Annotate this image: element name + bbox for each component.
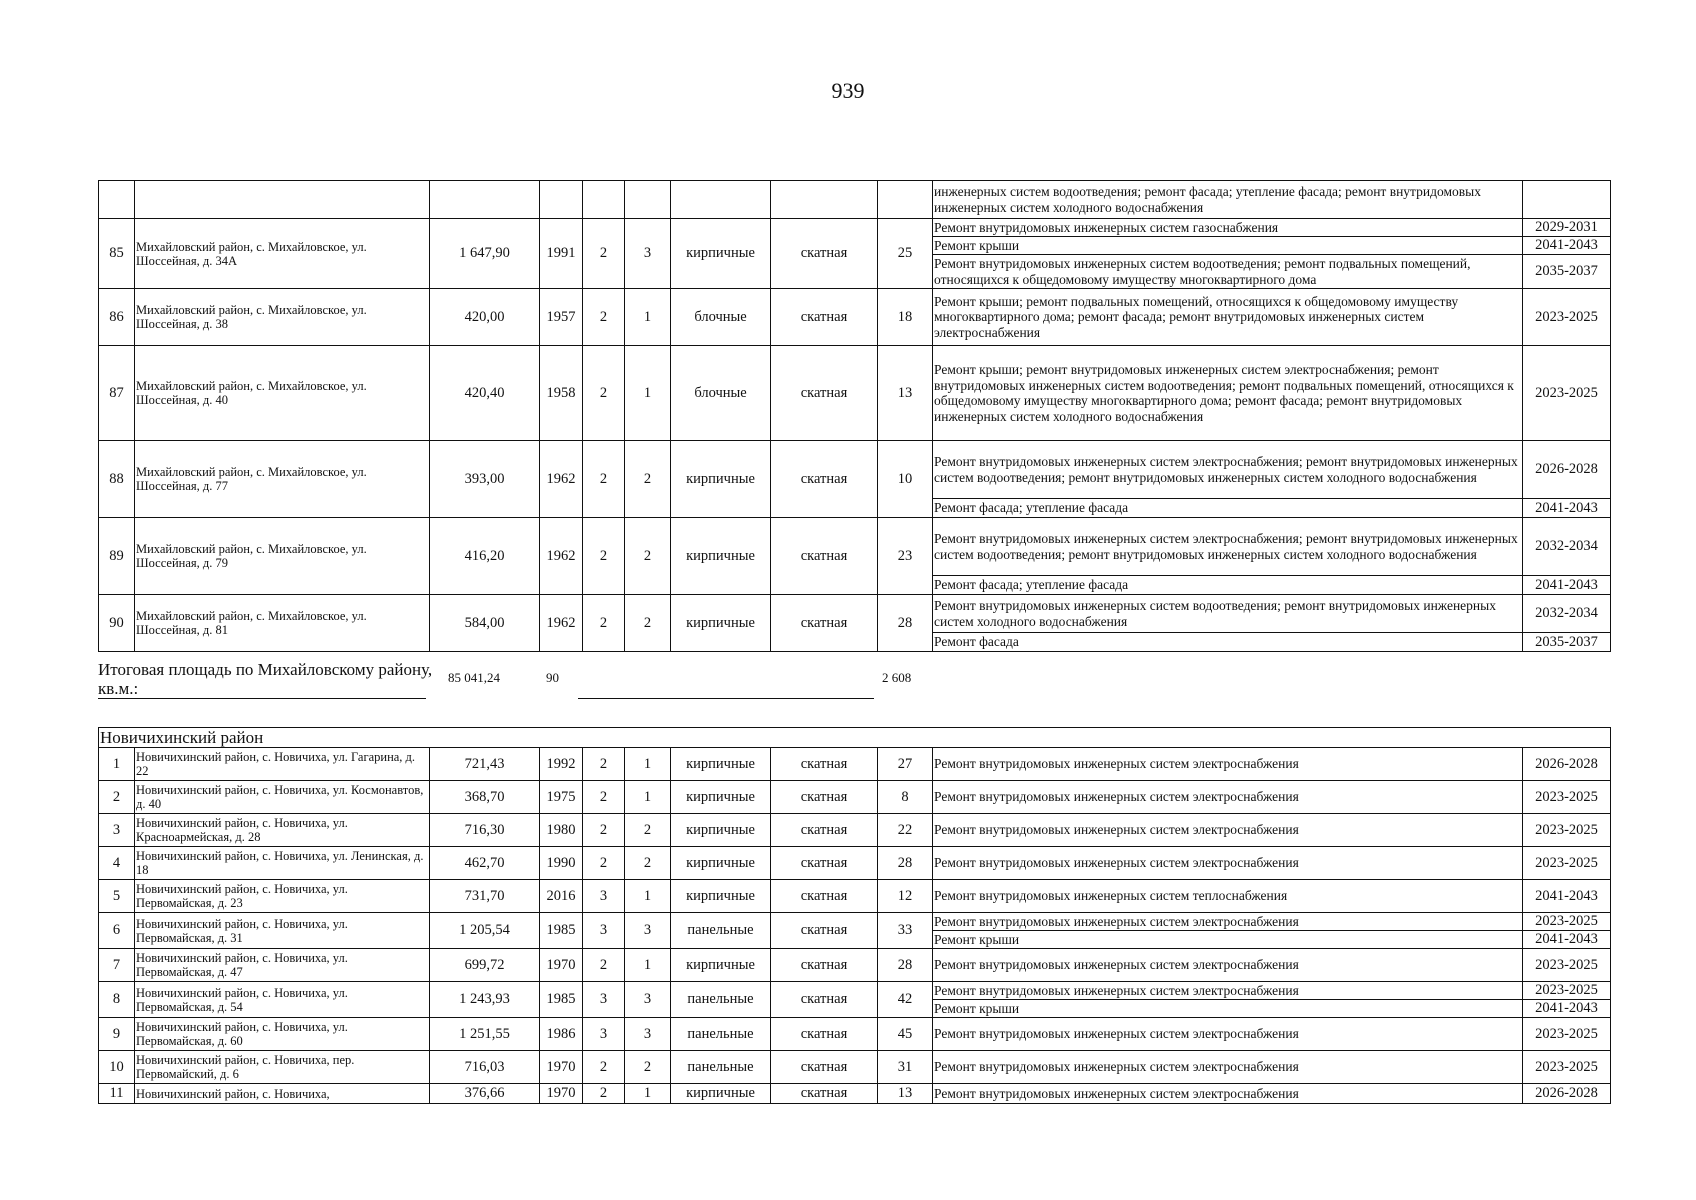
table-row	[99, 781, 1611, 814]
address-cell: Михайловский район, с. Михайловское, ул. Шоссейная, д. 79	[135, 518, 430, 595]
floors-cell: 2	[583, 595, 625, 652]
work-description-cell: Ремонт крыши	[933, 1000, 1523, 1018]
table-row	[99, 346, 1611, 441]
work-description-cell: Ремонт внутридомовых инженерных систем теплоснабжения	[933, 880, 1523, 913]
work-description-cell: Ремонт внутридомовых инженерных систем электроснабжения	[933, 781, 1523, 814]
period-cell: 2023-2025	[1523, 982, 1611, 1000]
period-cell: 2023-2025	[1523, 781, 1611, 814]
entrances-cell: 2	[625, 595, 671, 652]
period-cell: 2032-2034	[1523, 595, 1611, 633]
area-cell: 699,72	[430, 949, 540, 982]
apartments-cell: 12	[878, 880, 933, 913]
roof-cell: скатная	[771, 441, 878, 518]
address-cell: Новичихинский район, с. Новичиха, ул. Первомайская, д. 23	[135, 880, 430, 913]
entrances-cell: 2	[625, 441, 671, 518]
entrances-cell: 1	[625, 748, 671, 781]
year-cell: 1992	[540, 748, 583, 781]
apartments-cell: 27	[878, 748, 933, 781]
area-cell: 368,70	[430, 781, 540, 814]
work-description-cell: Ремонт внутридомовых инженерных систем электроснабжения	[933, 1051, 1523, 1084]
address-cell: Новичихинский район, с. Новичиха, ул. Красноармейская, д. 28	[135, 814, 430, 847]
entrances-cell: 1	[625, 781, 671, 814]
area-cell: 416,20	[430, 518, 540, 595]
apartments-cell: 22	[878, 814, 933, 847]
walls-cell: кирпичные	[671, 949, 771, 982]
roof-cell: скатная	[771, 219, 878, 289]
floors-cell: 2	[583, 847, 625, 880]
walls-cell: панельные	[671, 982, 771, 1018]
work-description-cell: Ремонт внутридомовых инженерных систем электроснабжения	[933, 1018, 1523, 1051]
work-description-cell: Ремонт внутридомовых инженерных систем электроснабжения	[933, 913, 1523, 931]
entrances-cell: 2	[625, 1051, 671, 1084]
area-cell: 420,00	[430, 289, 540, 346]
year-cell: 1962	[540, 441, 583, 518]
row-number: 11	[99, 1084, 135, 1104]
address-cell: Новичихинский район, с. Новичиха, пер. Первомайский, д. 6	[135, 1051, 430, 1084]
walls-cell: кирпичные	[671, 748, 771, 781]
year-cell: 1962	[540, 595, 583, 652]
table-row	[99, 1084, 1611, 1104]
roof-cell: скатная	[771, 289, 878, 346]
row-number: 2	[99, 781, 135, 814]
apartments-cell: 23	[878, 518, 933, 595]
apartments-cell: 13	[878, 1084, 933, 1104]
work-description-cell: инженерных систем водоотведения; ремонт фасада; утепление фасада; ремонт внутридомовых инженерных систем холодного водоснабжения	[933, 181, 1523, 219]
row-number: 90	[99, 595, 135, 652]
empty-cell	[878, 181, 933, 219]
apartments-cell: 28	[878, 595, 933, 652]
row-number: 85	[99, 219, 135, 289]
apartments-cell: 33	[878, 913, 933, 949]
table-row	[99, 219, 1611, 237]
empty-cell	[540, 181, 583, 219]
row-number: 9	[99, 1018, 135, 1051]
table-row	[99, 441, 1611, 499]
roof-cell: скатная	[771, 880, 878, 913]
walls-cell: кирпичные	[671, 441, 771, 518]
period-cell: 2041-2043	[1523, 931, 1611, 949]
empty-cell	[430, 181, 540, 219]
period-cell: 2026-2028	[1523, 441, 1611, 499]
apartments-cell: 25	[878, 219, 933, 289]
floors-cell: 2	[583, 949, 625, 982]
table-row	[99, 913, 1611, 931]
year-cell: 1962	[540, 518, 583, 595]
floors-cell: 2	[583, 781, 625, 814]
address-cell: Михайловский район, с. Михайловское, ул. Шоссейная, д. 34А	[135, 219, 430, 289]
address-cell: Новичихинский район, с. Новичиха, ул. Космонавтов, д. 40	[135, 781, 430, 814]
period-cell: 2026-2028	[1523, 1084, 1611, 1104]
period-cell: 2023-2025	[1523, 1018, 1611, 1051]
apartments-cell: 8	[878, 781, 933, 814]
year-cell: 1991	[540, 219, 583, 289]
entrances-cell: 2	[625, 814, 671, 847]
entrances-cell: 3	[625, 982, 671, 1018]
year-cell: 1980	[540, 814, 583, 847]
work-description-cell: Ремонт внутридомовых инженерных систем электроснабжения	[933, 949, 1523, 982]
work-description-cell: Ремонт крыши; ремонт внутридомовых инженерных систем электроснабжения; ремонт внутридомовых инженерных систем водоотведения; ремонт подвальных помещений, относящихся к общедомовому имуществу многоквартирного дома; ремонт фасада; ремонт внутридомовых инженерных систем холодного водоснабжения	[933, 346, 1523, 441]
apartments-cell: 10	[878, 441, 933, 518]
roof-cell: скатная	[771, 595, 878, 652]
row-number: 6	[99, 913, 135, 949]
floors-cell: 2	[583, 814, 625, 847]
summary-underline-2	[578, 698, 874, 699]
floors-cell: 2	[583, 441, 625, 518]
floors-cell: 2	[583, 518, 625, 595]
section-title: Новичихинский район	[99, 728, 1611, 748]
period-cell: 2035-2037	[1523, 633, 1611, 652]
year-cell: 1970	[540, 949, 583, 982]
empty-cell	[625, 181, 671, 219]
empty-cell	[583, 181, 625, 219]
roof-cell: скатная	[771, 982, 878, 1018]
period-cell: 2023-2025	[1523, 1051, 1611, 1084]
area-cell: 716,30	[430, 814, 540, 847]
period-cell: 2023-2025	[1523, 847, 1611, 880]
floors-cell: 3	[583, 880, 625, 913]
entrances-cell: 1	[625, 880, 671, 913]
area-cell: 716,03	[430, 1051, 540, 1084]
empty-cell	[135, 181, 430, 219]
address-cell: Новичихинский район, с. Новичиха, ул. Первомайская, д. 31	[135, 913, 430, 949]
address-cell: Новичихинский район, с. Новичиха, ул. Ленинская, д. 18	[135, 847, 430, 880]
roof-cell: скатная	[771, 1084, 878, 1104]
table-row	[99, 847, 1611, 880]
work-description-cell: Ремонт внутридомовых инженерных систем электроснабжения	[933, 748, 1523, 781]
year-cell: 1985	[540, 913, 583, 949]
floors-cell: 2	[583, 346, 625, 441]
table-row	[99, 982, 1611, 1000]
table-row	[99, 289, 1611, 346]
address-cell: Новичихинский район, с. Новичиха,	[135, 1084, 430, 1104]
address-cell: Новичихинский район, с. Новичиха, ул. Гагарина, д. 22	[135, 748, 430, 781]
floors-cell: 3	[583, 1018, 625, 1051]
work-description-cell: Ремонт крыши	[933, 931, 1523, 949]
address-cell: Новичихинский район, с. Новичиха, ул. Первомайская, д. 47	[135, 949, 430, 982]
table-row	[99, 949, 1611, 982]
work-description-cell: Ремонт внутридомовых инженерных систем электроснабжения	[933, 1084, 1523, 1104]
row-number: 10	[99, 1051, 135, 1084]
row-number: 3	[99, 814, 135, 847]
work-description-cell: Ремонт фасада; утепление фасада	[933, 499, 1523, 518]
work-description-cell: Ремонт внутридомовых инженерных систем водоотведения; ремонт внутридомовых инженерных систем холодного водоснабжения	[933, 595, 1523, 633]
address-cell: Новичихинский район, с. Новичиха, ул. Первомайская, д. 60	[135, 1018, 430, 1051]
walls-cell: панельные	[671, 1018, 771, 1051]
roof-cell: скатная	[771, 1018, 878, 1051]
entrances-cell: 3	[625, 1018, 671, 1051]
walls-cell: кирпичные	[671, 219, 771, 289]
year-cell: 1970	[540, 1084, 583, 1104]
row-number: 88	[99, 441, 135, 518]
table-row	[99, 1018, 1611, 1051]
row-number: 7	[99, 949, 135, 982]
address-cell: Михайловский район, с. Михайловское, ул. Шоссейная, д. 81	[135, 595, 430, 652]
entrances-cell: 3	[625, 219, 671, 289]
year-cell: 1957	[540, 289, 583, 346]
row-number: 86	[99, 289, 135, 346]
roof-cell: скатная	[771, 949, 878, 982]
apartments-cell: 28	[878, 949, 933, 982]
table-row	[99, 1051, 1611, 1084]
entrances-cell: 1	[625, 346, 671, 441]
year-cell: 1958	[540, 346, 583, 441]
period-cell: 2041-2043	[1523, 499, 1611, 518]
row-number: 89	[99, 518, 135, 595]
floors-cell: 3	[583, 913, 625, 949]
work-description-cell: Ремонт крыши	[933, 237, 1523, 255]
period-cell: 2029-2031	[1523, 219, 1611, 237]
mikhailovsky-table	[98, 180, 1611, 652]
entrances-cell: 1	[625, 949, 671, 982]
apartments-cell: 42	[878, 982, 933, 1018]
area-cell: 462,70	[430, 847, 540, 880]
roof-cell: скатная	[771, 346, 878, 441]
novichikhinsky-table	[98, 727, 1611, 1104]
period-cell: 2026-2028	[1523, 748, 1611, 781]
period-cell: 2041-2043	[1523, 880, 1611, 913]
entrances-cell: 1	[625, 289, 671, 346]
row-number: 4	[99, 847, 135, 880]
empty-cell	[99, 181, 135, 219]
summary-apts: 2 608	[882, 670, 912, 685]
entrances-cell: 1	[625, 1084, 671, 1104]
period-cell: 2041-2043	[1523, 1000, 1611, 1018]
roof-cell: скатная	[771, 847, 878, 880]
entrances-cell: 3	[625, 913, 671, 949]
page-number: 939	[831, 78, 865, 103]
apartments-cell: 18	[878, 289, 933, 346]
period-cell: 2023-2025	[1523, 346, 1611, 441]
walls-cell: кирпичные	[671, 595, 771, 652]
year-cell: 1990	[540, 847, 583, 880]
walls-cell: кирпичные	[671, 847, 771, 880]
area-cell: 584,00	[430, 595, 540, 652]
work-description-cell: Ремонт внутридомовых инженерных систем электроснабжения	[933, 982, 1523, 1000]
walls-cell: кирпичные	[671, 880, 771, 913]
entrances-cell: 2	[625, 518, 671, 595]
work-description-cell: Ремонт внутридомовых инженерных систем электроснабжения	[933, 847, 1523, 880]
area-cell: 1 251,55	[430, 1018, 540, 1051]
summary-count: 90	[546, 670, 559, 685]
roof-cell: скатная	[771, 913, 878, 949]
row-number: 87	[99, 346, 135, 441]
empty-cell	[671, 181, 771, 219]
walls-cell: кирпичные	[671, 781, 771, 814]
table-row	[99, 748, 1611, 781]
work-description-cell: Ремонт крыши; ремонт подвальных помещений, относящихся к общедомовому имуществу многоквартирного дома; ремонт фасада; ремонт внутридомовых инженерных систем электроснабжения	[933, 289, 1523, 346]
work-description-cell: Ремонт внутридомовых инженерных систем водоотведения; ремонт подвальных помещений, относящихся к общедомовому имуществу многоквартирного дома	[933, 255, 1523, 289]
empty-cell	[1523, 181, 1611, 219]
year-cell: 1975	[540, 781, 583, 814]
table-row	[99, 814, 1611, 847]
walls-cell: блочные	[671, 346, 771, 441]
roof-cell: скатная	[771, 518, 878, 595]
row-number: 8	[99, 982, 135, 1018]
summary-area: 85 041,24	[448, 670, 500, 685]
address-cell: Михайловский район, с. Михайловское, ул. Шоссейная, д. 38	[135, 289, 430, 346]
table-row	[99, 518, 1611, 576]
empty-cell	[771, 181, 878, 219]
address-cell: Новичихинский район, с. Новичиха, ул. Первомайская, д. 54	[135, 982, 430, 1018]
work-description-cell: Ремонт внутридомовых инженерных систем электроснабжения	[933, 814, 1523, 847]
floors-cell: 2	[583, 219, 625, 289]
walls-cell: кирпичные	[671, 814, 771, 847]
apartments-cell: 13	[878, 346, 933, 441]
apartments-cell: 28	[878, 847, 933, 880]
work-description-cell: Ремонт внутридомовых инженерных систем электроснабжения; ремонт внутридомовых инженерных систем водоотведения; ремонт внутридомовых инженерных систем холодного водоснабжения	[933, 441, 1523, 499]
area-cell: 1 205,54	[430, 913, 540, 949]
address-cell: Михайловский район, с. Михайловское, ул. Шоссейная, д. 40	[135, 346, 430, 441]
roof-cell: скатная	[771, 781, 878, 814]
walls-cell: панельные	[671, 1051, 771, 1084]
table-row	[99, 181, 1611, 219]
table-row	[99, 880, 1611, 913]
roof-cell: скатная	[771, 814, 878, 847]
area-cell: 721,43	[430, 748, 540, 781]
year-cell: 1970	[540, 1051, 583, 1084]
work-description-cell: Ремонт внутридомовых инженерных систем электроснабжения; ремонт внутридомовых инженерных систем водоотведения; ремонт внутридомовых инженерных систем холодного водоснабжения	[933, 518, 1523, 576]
entrances-cell: 2	[625, 847, 671, 880]
work-description-cell: Ремонт фасада; утепление фасада	[933, 576, 1523, 595]
year-cell: 1986	[540, 1018, 583, 1051]
period-cell: 2023-2025	[1523, 289, 1611, 346]
summary-label: Итоговая площадь по Михайловскому району, кв.м.:	[98, 660, 433, 698]
area-cell: 376,66	[430, 1084, 540, 1104]
floors-cell: 2	[583, 1051, 625, 1084]
area-cell: 731,70	[430, 880, 540, 913]
year-cell: 2016	[540, 880, 583, 913]
area-cell: 1 647,90	[430, 219, 540, 289]
year-cell: 1985	[540, 982, 583, 1018]
roof-cell: скатная	[771, 1051, 878, 1084]
address-cell: Михайловский район, с. Михайловское, ул. Шоссейная, д. 77	[135, 441, 430, 518]
work-description-cell: Ремонт внутридомовых инженерных систем газоснабжения	[933, 219, 1523, 237]
apartments-cell: 45	[878, 1018, 933, 1051]
table-row	[99, 595, 1611, 633]
row-number: 1	[99, 748, 135, 781]
floors-cell: 2	[583, 289, 625, 346]
apartments-cell: 31	[878, 1051, 933, 1084]
work-description-cell: Ремонт фасада	[933, 633, 1523, 652]
area-cell: 1 243,93	[430, 982, 540, 1018]
period-cell: 2041-2043	[1523, 576, 1611, 595]
walls-cell: панельные	[671, 913, 771, 949]
area-cell: 420,40	[430, 346, 540, 441]
walls-cell: блочные	[671, 289, 771, 346]
area-cell: 393,00	[430, 441, 540, 518]
walls-cell: кирпичные	[671, 1084, 771, 1104]
row-number: 5	[99, 880, 135, 913]
summary-underline	[98, 698, 426, 699]
walls-cell: кирпичные	[671, 518, 771, 595]
period-cell: 2023-2025	[1523, 949, 1611, 982]
floors-cell: 2	[583, 748, 625, 781]
period-cell: 2032-2034	[1523, 518, 1611, 576]
period-cell: 2041-2043	[1523, 237, 1611, 255]
floors-cell: 3	[583, 982, 625, 1018]
period-cell: 2023-2025	[1523, 814, 1611, 847]
period-cell: 2035-2037	[1523, 255, 1611, 289]
floors-cell: 2	[583, 1084, 625, 1104]
roof-cell: скатная	[771, 748, 878, 781]
period-cell: 2023-2025	[1523, 913, 1611, 931]
